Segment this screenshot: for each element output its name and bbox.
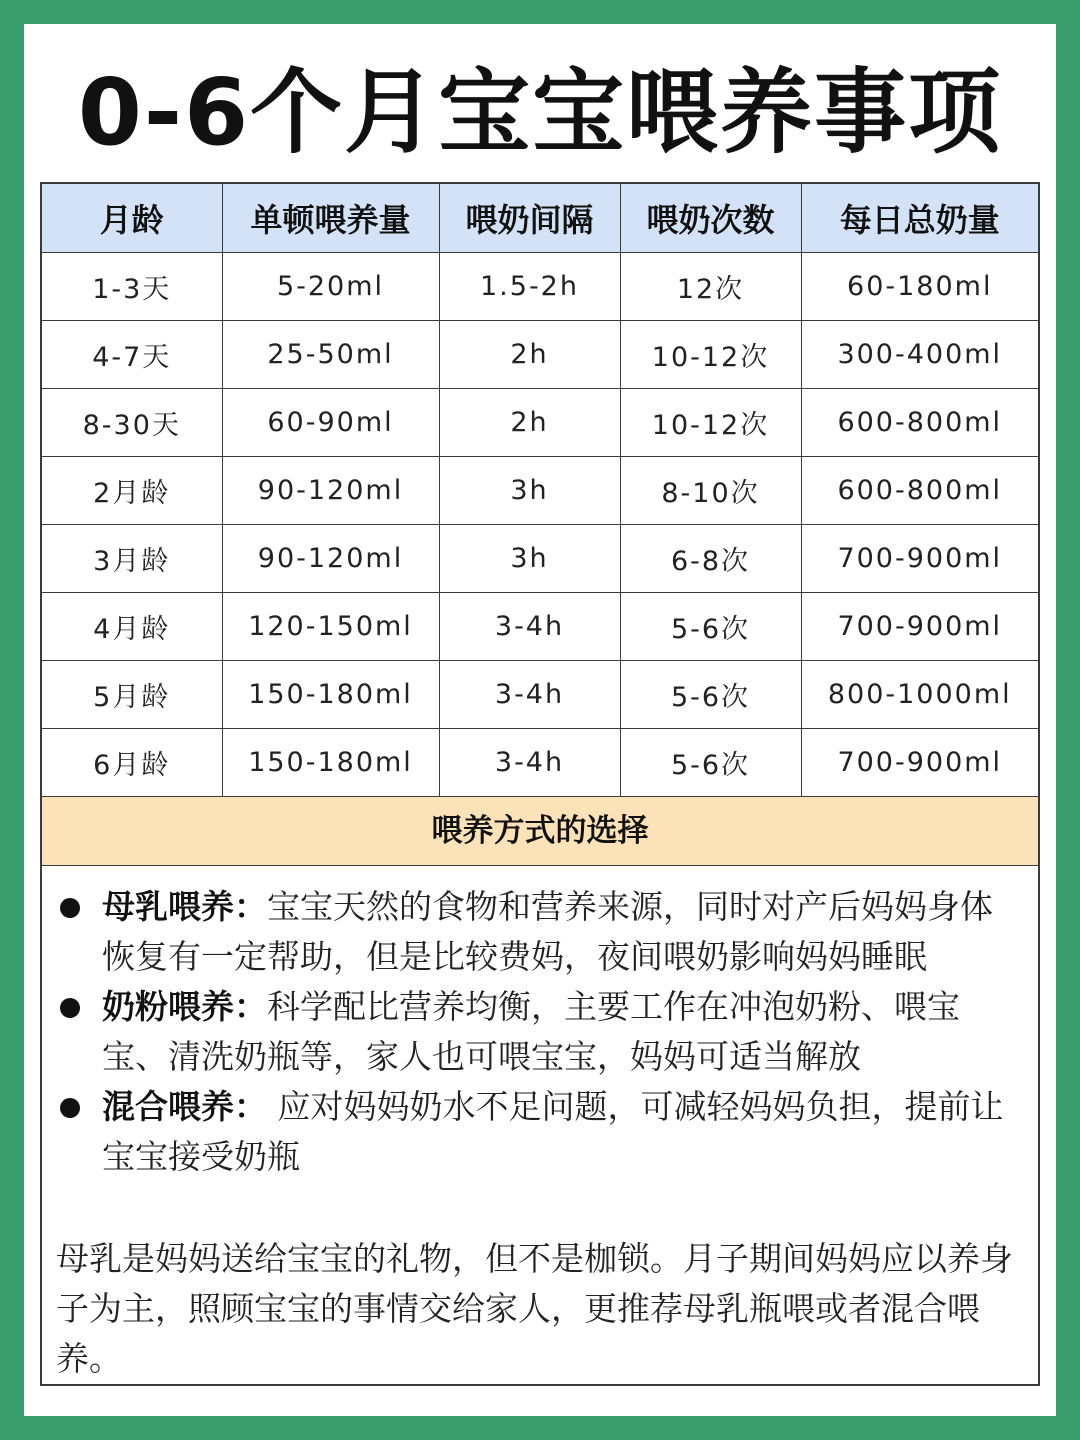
feeding-table — [42, 184, 1038, 797]
bullet-lead: 混合喂养： — [102, 1086, 267, 1126]
table-row — [42, 524, 1038, 592]
cell-daily-total: 60-180ml — [801, 252, 1038, 320]
table-row — [42, 252, 1038, 320]
header-daily-total: 每日总奶量 — [801, 184, 1038, 252]
list-item — [56, 982, 1024, 1082]
cell-times: 5-6次 — [620, 660, 801, 728]
cell-single-amount: 5-20ml — [222, 252, 439, 320]
cell-daily-total: 800-1000ml — [801, 660, 1038, 728]
cell-daily-total: 300-400ml — [801, 320, 1038, 388]
header-single-amount: 单顿喂养量 — [222, 184, 439, 252]
header-age: 月龄 — [42, 184, 222, 252]
table-row — [42, 592, 1038, 660]
cell-age: 4月龄 — [42, 592, 222, 660]
bullet-dot-icon — [60, 1098, 80, 1118]
bullet-text: 应对妈妈奶水不足问题，可减轻妈妈负担，提前让宝宝接受奶瓶 — [102, 1086, 1004, 1176]
cell-daily-total: 600-800ml — [801, 388, 1038, 456]
page-title: 0-6个月宝宝喂养事项 — [77, 59, 1003, 166]
cell-age: 5月龄 — [42, 660, 222, 728]
bullet-dot-icon — [60, 898, 80, 918]
table-row — [42, 320, 1038, 388]
section-heading: 喂养方式的选择 — [42, 797, 1038, 866]
cell-times: 5-6次 — [620, 728, 801, 796]
cell-times: 10-12次 — [620, 320, 801, 388]
cell-single-amount: 25-50ml — [222, 320, 439, 388]
header-interval: 喂奶间隔 — [439, 184, 620, 252]
cell-times: 6-8次 — [620, 524, 801, 592]
bullet-lead: 奶粉喂养： — [102, 986, 267, 1026]
cell-interval: 2h — [439, 388, 620, 456]
cell-interval: 3-4h — [439, 728, 620, 796]
cell-daily-total: 600-800ml — [801, 456, 1038, 524]
cell-interval: 3-4h — [439, 660, 620, 728]
cell-age: 2月龄 — [42, 456, 222, 524]
table-row — [42, 660, 1038, 728]
cell-age: 4-7天 — [42, 320, 222, 388]
cell-single-amount: 150-180ml — [222, 728, 439, 796]
cell-single-amount: 60-90ml — [222, 388, 439, 456]
cell-single-amount: 150-180ml — [222, 660, 439, 728]
header-times: 喂奶次数 — [620, 184, 801, 252]
table-row — [42, 456, 1038, 524]
cell-times: 8-10次 — [620, 456, 801, 524]
list-item — [56, 882, 1024, 982]
list-item — [56, 1082, 1024, 1182]
cell-interval: 1.5-2h — [439, 252, 620, 320]
cell-interval: 3h — [439, 456, 620, 524]
table-row — [42, 728, 1038, 796]
cell-interval: 2h — [439, 320, 620, 388]
cell-interval: 3-4h — [439, 592, 620, 660]
bullet-dot-icon — [60, 998, 80, 1018]
cell-age: 3月龄 — [42, 524, 222, 592]
cell-single-amount: 90-120ml — [222, 524, 439, 592]
bullet-lead: 母乳喂养： — [102, 886, 267, 926]
feeding-methods-notes — [42, 866, 1038, 1384]
cell-daily-total: 700-900ml — [801, 728, 1038, 796]
feeding-table-container — [40, 182, 1040, 1386]
cell-times: 5-6次 — [620, 592, 801, 660]
cell-daily-total: 700-900ml — [801, 592, 1038, 660]
cell-interval: 3h — [439, 524, 620, 592]
cell-times: 12次 — [620, 252, 801, 320]
table-header-row — [42, 184, 1038, 252]
table-row — [42, 388, 1038, 456]
cell-age: 8-30天 — [42, 388, 222, 456]
bullet-text: 科学配比营养均衡，主要工作在冲泡奶粉、喂宝宝、清洗奶瓶等，家人也可喂宝宝，妈妈可适当解放 — [102, 986, 960, 1076]
cell-single-amount: 90-120ml — [222, 456, 439, 524]
cell-age: 1-3天 — [42, 252, 222, 320]
cell-age: 6月龄 — [42, 728, 222, 796]
cell-times: 10-12次 — [620, 388, 801, 456]
cell-daily-total: 700-900ml — [801, 524, 1038, 592]
cell-single-amount: 120-150ml — [222, 592, 439, 660]
bullet-text: 宝宝天然的食物和营养来源，同时对产后妈妈身体恢复有一定帮助，但是比较费妈，夜间喂奶影响妈妈睡眠 — [102, 886, 993, 976]
closing-paragraph: 母乳是妈妈送给宝宝的礼物，但不是枷锁。月子期间妈妈应以养身子为主，照顾宝宝的事情交给家人，更推荐母乳瓶喂或者混合喂养。 — [56, 1238, 1013, 1378]
